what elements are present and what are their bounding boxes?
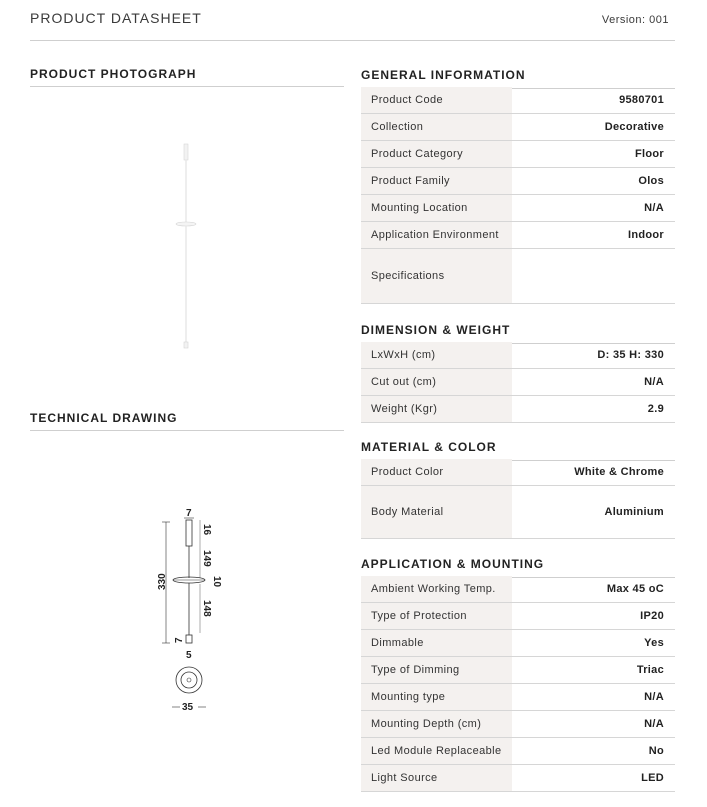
section-title-technical-drawing: TECHNICAL DRAWING: [30, 411, 344, 431]
table-row: [361, 396, 675, 423]
table-row: [361, 684, 675, 711]
table-row: [361, 249, 675, 304]
section-title-material-color: MATERIAL & COLOR: [361, 440, 675, 461]
dim-top-height: 16: [201, 524, 212, 536]
row-value: Olos: [638, 175, 664, 187]
section-title-photograph: PRODUCT PHOTOGRAPH: [30, 67, 344, 87]
row-value: Aluminium: [604, 506, 664, 518]
dim-base-height: 7: [174, 637, 185, 643]
row-label: Product Family: [361, 168, 512, 194]
row-label: Ambient Working Temp.: [361, 576, 512, 602]
product-photograph: [30, 90, 344, 400]
dim-diameter: 35: [182, 702, 194, 713]
page-header: [30, 0, 675, 41]
dim-top-width: 7: [186, 508, 192, 519]
row-label: Type of Dimming: [361, 657, 512, 683]
general-information-table: [361, 87, 675, 304]
application-mounting-table: [361, 576, 675, 792]
row-label: Cut out (cm): [361, 369, 512, 395]
table-row: [361, 459, 675, 486]
row-value: Yes: [644, 637, 664, 649]
table-row: [361, 657, 675, 684]
row-label: Product Color: [361, 459, 512, 485]
row-label: Led Module Replaceable: [361, 738, 512, 764]
version-label: Version: 001: [601, 14, 669, 26]
row-label: Collection: [361, 114, 512, 140]
row-value: D: 35 H: 330: [597, 349, 664, 361]
row-value: [512, 249, 675, 303]
technical-drawing: [150, 500, 250, 720]
table-row: [361, 87, 675, 114]
row-value: Max 45 oC: [606, 583, 664, 595]
row-label: LxWxH (cm): [361, 342, 512, 368]
table-row: [361, 222, 675, 249]
row-label: Mounting Depth (cm): [361, 711, 512, 737]
table-row: [361, 738, 675, 765]
material-color-table: [361, 459, 675, 539]
table-row: [361, 486, 675, 539]
row-value: Decorative: [604, 121, 664, 133]
row-label: Weight (Kgr): [361, 396, 512, 422]
table-row: [361, 114, 675, 141]
row-label: Mounting Location: [361, 195, 512, 221]
row-label: Application Environment: [361, 222, 512, 248]
row-label: Type of Protection: [361, 603, 512, 629]
row-value: N/A: [644, 376, 664, 388]
row-label: Product Category: [361, 141, 512, 167]
row-value: Floor: [635, 148, 664, 160]
dim-disc-thickness: 10: [211, 576, 222, 588]
dimension-weight-table: [361, 342, 675, 423]
table-row: [361, 711, 675, 738]
table-row: [361, 630, 675, 657]
table-row: [361, 765, 675, 792]
row-value: N/A: [644, 691, 664, 703]
row-label: Dimmable: [361, 630, 512, 656]
row-value: Indoor: [627, 229, 664, 241]
table-row: [361, 342, 675, 369]
row-label: Mounting type: [361, 684, 512, 710]
row-value: Triac: [636, 664, 664, 676]
table-row: [361, 576, 675, 603]
table-row: [361, 369, 675, 396]
row-value: LED: [641, 772, 664, 784]
row-label: Light Source: [361, 765, 512, 791]
dim-base-width: 5: [186, 650, 192, 661]
dim-lower-length: 148: [201, 600, 212, 617]
document-title: PRODUCT DATASHEET: [30, 10, 202, 26]
row-value: IP20: [640, 610, 664, 622]
row-label: Body Material: [361, 486, 512, 538]
row-value: No: [648, 745, 664, 757]
section-title-general-information: GENERAL INFORMATION: [361, 68, 675, 89]
table-row: [361, 195, 675, 222]
section-title-dimension-weight: DIMENSION & WEIGHT: [361, 323, 675, 344]
dim-upper-length: 149: [201, 550, 212, 567]
row-label: Specifications: [361, 249, 512, 303]
row-value: N/A: [644, 718, 664, 730]
table-row: [361, 603, 675, 630]
dim-total-height: 330: [157, 573, 168, 590]
section-title-application-mounting: APPLICATION & MOUNTING: [361, 557, 675, 578]
row-value: N/A: [644, 202, 664, 214]
table-row: [361, 168, 675, 195]
row-value: White & Chrome: [574, 466, 664, 478]
table-row: [361, 141, 675, 168]
row-label: Product Code: [361, 87, 512, 113]
row-value: 9580701: [619, 94, 664, 106]
row-value: 2.9: [647, 403, 664, 415]
